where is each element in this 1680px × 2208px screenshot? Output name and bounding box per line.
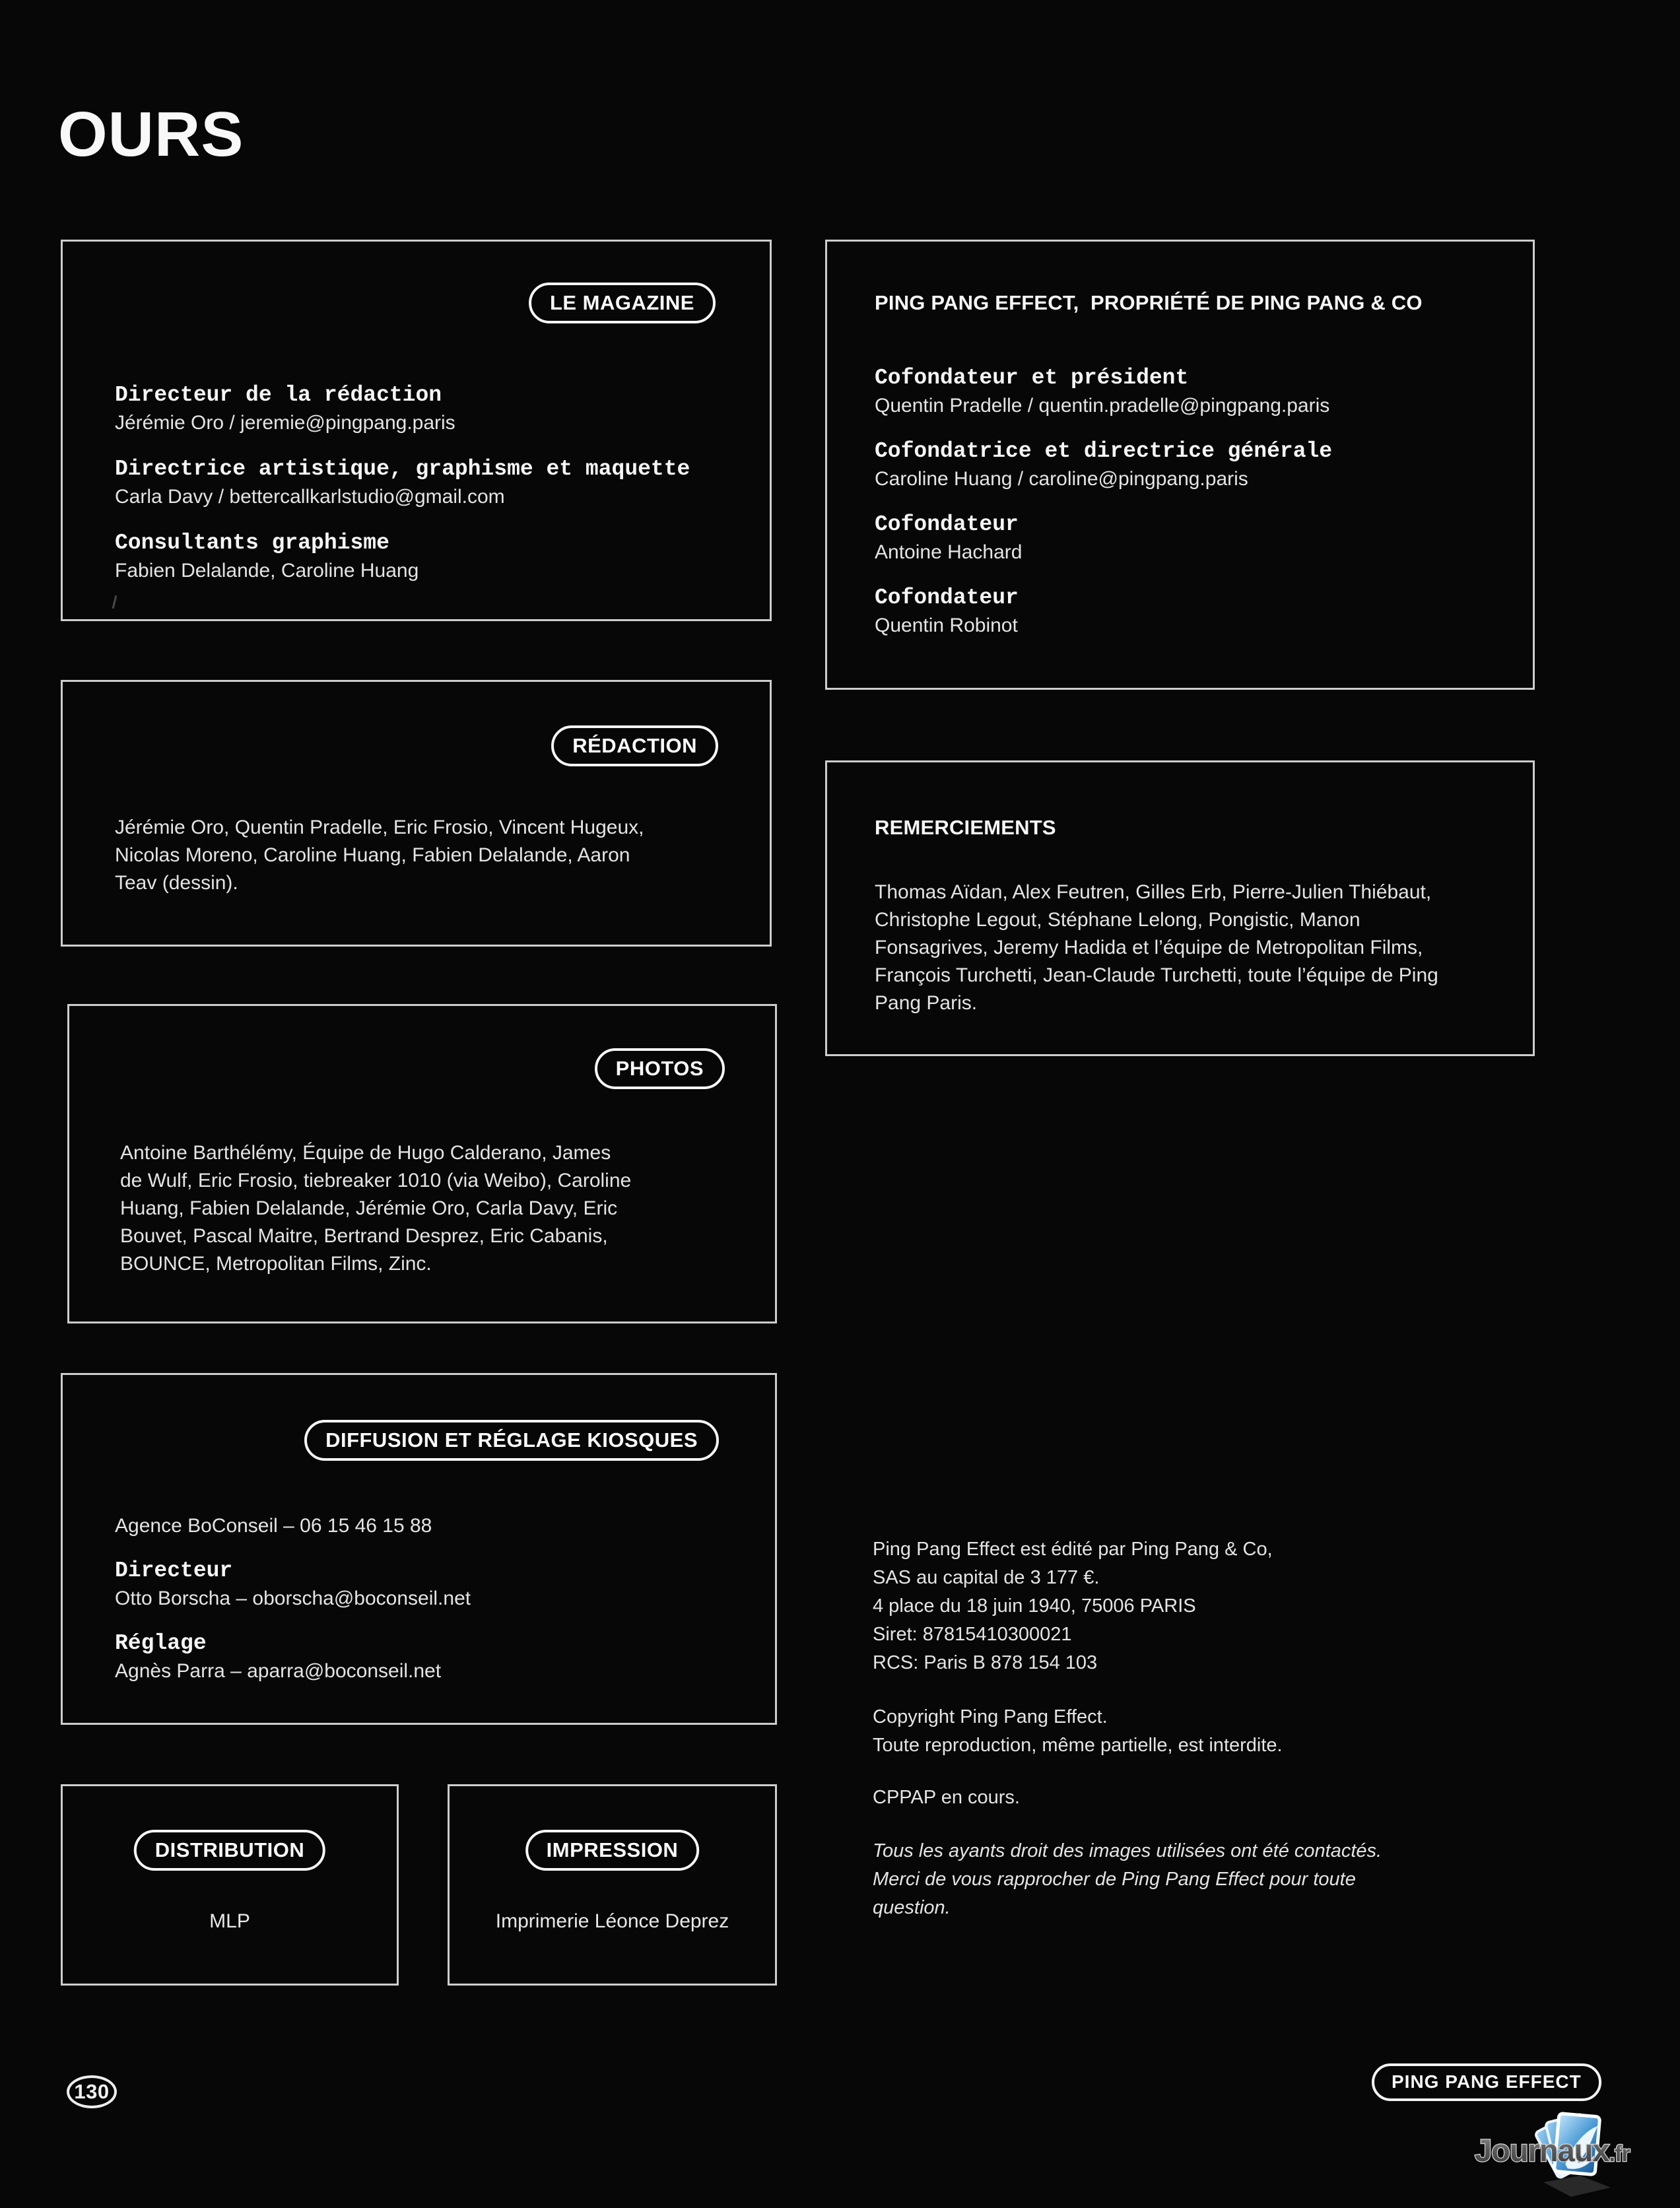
- text-line: SAS au capital de 3 177 €.: [873, 1567, 1100, 1588]
- text-line: Merci de vous rapprocher de Ping Pang Effect pour toute: [873, 1869, 1356, 1890]
- credit-value: Jérémie Oro / jeremie@pingpang.paris: [115, 412, 455, 434]
- credit-role: Cofondatrice et directrice générale: [875, 439, 1333, 463]
- text-line: Christophe Legout, Stéphane Lelong, Pongistic, Manon: [875, 909, 1361, 931]
- legal-notice: [873, 1837, 1539, 1922]
- diffusion-agency: Agence BoConseil – 06 15 46 15 88: [115, 1515, 432, 1537]
- credit-entry: [115, 382, 690, 437]
- credit-role: Cofondateur et président: [875, 366, 1189, 390]
- text-line: BOUNCE, Metropolitan Films, Zinc.: [120, 1253, 432, 1275]
- section-distribution: [61, 1784, 399, 1986]
- text-line: Teav (dessin).: [115, 872, 238, 894]
- magazine-credits: [115, 382, 690, 603]
- text-line: Fonsagrives, Jeremy Hadida et l’équipe de Metropolitan Films,: [875, 937, 1423, 958]
- watermark-text: Journaux.fr: [1475, 2133, 1630, 2168]
- text-line: Antoine Barthélémy, Équipe de Hugo Calderano, James: [120, 1142, 611, 1164]
- legal-publisher: [873, 1535, 1539, 1677]
- text-line: Thomas Aïdan, Alex Feutren, Gilles Erb, Pierre-Julien Thiébaut,: [875, 881, 1432, 903]
- credit-role: Consultants graphisme: [115, 531, 389, 555]
- page-number-badge: 130: [67, 2075, 117, 2108]
- credit-role: Directeur de la rédaction: [115, 383, 442, 407]
- credit-entry: [115, 529, 690, 585]
- credit-value: Quentin Robinot: [875, 615, 1018, 636]
- credit-value: Fabien Delalande, Caroline Huang: [115, 560, 419, 582]
- credit-role: Réglage: [115, 1631, 207, 1656]
- badge-redaction: RÉDACTION: [551, 725, 718, 766]
- journaux-watermark-logo: [1471, 2107, 1669, 2206]
- photos-names: [120, 1139, 631, 1278]
- remerciements-title: REMERCIEMENTS: [875, 816, 1056, 839]
- text-line: Copyright Ping Pang Effect.: [873, 1706, 1108, 1727]
- credit-value: Agnès Parra – aparra@boconseil.net: [115, 1660, 442, 1682]
- ownership-credits: [875, 364, 1332, 657]
- badge-photos: PHOTOS: [595, 1048, 725, 1089]
- credit-value: Carla Davy / bettercallkarlstudio@gmail.com: [115, 486, 505, 508]
- text-line: Toute reproduction, même partielle, est interdite.: [873, 1735, 1283, 1756]
- diffusion-credits: [115, 1512, 471, 1704]
- credit-value: Otto Borscha – oborscha@boconseil.net: [115, 1588, 471, 1609]
- credit-entry: [875, 438, 1332, 493]
- page-title: OURS: [58, 99, 244, 170]
- section-photos: [67, 1004, 777, 1323]
- text-line: de Wulf, Eric Frosio, tiebreaker 1010 (via Weibo), Caroline: [120, 1170, 632, 1191]
- text-line: Tous les ayants droit des images utilisées ont été contactés.: [873, 1840, 1382, 1861]
- badge-diffusion: DIFFUSION ET RÉGLAGE KIOSQUES: [304, 1420, 719, 1461]
- text-line: Nicolas Moreno, Caroline Huang, Fabien Delalande, Aaron: [115, 844, 630, 866]
- credit-entry: [875, 364, 1332, 420]
- section-ownership: [825, 240, 1535, 690]
- distribution-value: MLP: [209, 1910, 250, 1932]
- text-line: Siret: 87815410300021: [873, 1624, 1072, 1645]
- credit-entry: [115, 1630, 471, 1685]
- credit-value: Caroline Huang / caroline@pingpang.paris: [875, 468, 1248, 490]
- credit-role: Directrice artistique, graphisme et maquette: [115, 457, 690, 481]
- text-line: Huang, Fabien Delalande, Jérémie Oro, Carla Davy, Eric: [120, 1197, 618, 1219]
- credit-entry: [875, 511, 1332, 566]
- impression-value: Imprimerie Léonce Deprez: [495, 1910, 729, 1932]
- section-diffusion: [61, 1373, 777, 1725]
- ownership-title: PING PANG EFFECT, PROPRIÉTÉ DE PING PANG & CO: [875, 291, 1423, 314]
- badge-distribution: DISTRIBUTION: [134, 1830, 325, 1871]
- section-impression: [448, 1784, 777, 1986]
- redaction-names: [115, 814, 644, 897]
- credit-entry: [875, 584, 1332, 640]
- section-remerciements: [825, 760, 1535, 1056]
- text-line: RCS: Paris B 878 154 103: [873, 1652, 1098, 1673]
- legal-block: [873, 1535, 1539, 1922]
- credit-entry: [115, 455, 690, 511]
- text-line: CPPAP en cours.: [873, 1787, 1020, 1808]
- credit-value: Quentin Pradelle / quentin.pradelle@pingpang.paris: [875, 395, 1330, 417]
- text-line: Pang Paris.: [875, 992, 978, 1014]
- remerciements-names: [875, 879, 1438, 1017]
- legal-copyright: [873, 1703, 1539, 1760]
- brand-badge: PING PANG EFFECT: [1372, 2063, 1601, 2101]
- credit-entry: [115, 1557, 471, 1613]
- text-line: Bouvet, Pascal Maitre, Bertrand Desprez, Eric Cabanis,: [120, 1225, 608, 1247]
- text-line: Ping Pang Effect est édité par Ping Pang & Co,: [873, 1539, 1273, 1560]
- section-redaction: [61, 680, 772, 947]
- credit-role: Directeur: [115, 1558, 233, 1583]
- credit-role: Cofondateur: [875, 585, 1019, 610]
- credit-role: Cofondateur: [875, 512, 1019, 537]
- text-line: François Turchetti, Jean-Claude Turchetti, toute l’équipe de Ping: [875, 964, 1438, 986]
- text-line: 4 place du 18 juin 1940, 75006 PARIS: [873, 1595, 1196, 1617]
- text-line: Jérémie Oro, Quentin Pradelle, Eric Frosio, Vincent Hugeux,: [115, 817, 644, 838]
- text-line: question.: [873, 1897, 951, 1918]
- credit-value: Antoine Hachard: [875, 541, 1023, 563]
- badge-le-magazine: LE MAGAZINE: [529, 283, 716, 323]
- section-magazine: [61, 240, 772, 621]
- legal-cppap: [873, 1784, 1539, 1812]
- badge-impression: IMPRESSION: [525, 1830, 700, 1871]
